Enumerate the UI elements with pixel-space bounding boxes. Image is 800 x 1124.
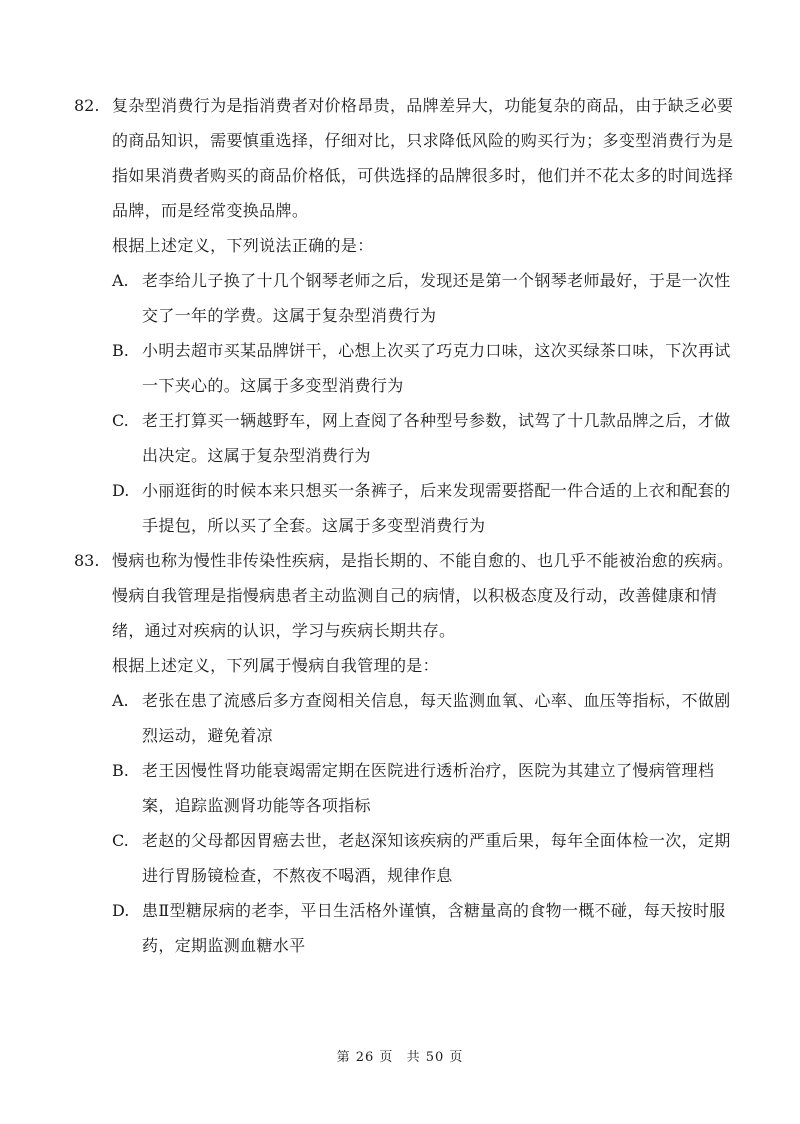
page-footer: [0, 1050, 800, 1066]
option-letter: D.: [112, 481, 130, 500]
option-letter: C.: [112, 411, 129, 430]
option-letter: B.: [112, 341, 129, 360]
question-number: 82.: [74, 96, 100, 115]
option-line: 交了一年的学费。这属于复杂型消费行为: [142, 306, 437, 325]
stem-line: 指如果消费者购买的商品价格低，可供选择的品牌很多时，他们并不花太多的时间选择: [112, 166, 734, 185]
option-line: 老王打算买一辆越野车，网上查阅了各种型号参数，试驾了十几款品牌之后，才做: [142, 411, 731, 430]
total-pages: 共 50 页: [406, 1050, 464, 1065]
page-number: 第 26 页: [336, 1050, 394, 1065]
stem-line: 慢病自我管理是指慢病患者主动监测自己的病情，以积极态度及行动，改善健康和情: [112, 586, 717, 605]
option-letter: D.: [112, 901, 130, 920]
stem-line: 绪，通过对疾病的认识，学习与疾病长期共存。: [112, 621, 456, 640]
option-letter: A.: [112, 271, 129, 290]
option-line: 案，追踪监测肾功能等各项指标: [142, 796, 371, 815]
option-line: 老李给儿子换了十几个钢琴老师之后，发现还是第一个钢琴老师最好，于是一次性: [142, 271, 731, 290]
stem-line: 复杂型消费行为是指消费者对价格昂贵，品牌差异大，功能复杂的商品，由于缺乏必要: [112, 96, 734, 115]
option-line: 老张在患了流感后多方查阅相关信息，每天监测血氧、心率、血压等指标，不做剧: [142, 691, 731, 710]
option-line: 老赵的父母都因胃癌去世，老赵深知该疾病的严重后果，每年全面体检一次，定期: [142, 831, 731, 850]
option-line: 烈运动，避免着凉: [142, 726, 273, 745]
question-prompt: 根据上述定义，下列属于慢病自我管理的是：: [112, 656, 440, 675]
question-number: 83.: [74, 551, 100, 570]
question-prompt: 根据上述定义，下列说法正确的是：: [112, 236, 374, 255]
option-letter: B.: [112, 761, 129, 780]
option-letter: A.: [112, 691, 129, 710]
stem-line: 品牌，而是经常变换品牌。: [112, 201, 309, 220]
stem-line: 慢病也称为慢性非传染性疾病，是指长期的、不能自愈的、也几乎不能被治愈的疾病。: [112, 551, 734, 570]
option-line: 一下夹心的。这属于多变型消费行为: [142, 376, 404, 395]
option-line: 老王因慢性肾功能衰竭需定期在医院进行透析治疗，医院为其建立了慢病管理档: [142, 761, 715, 780]
option-line: 出决定。这属于复杂型消费行为: [142, 446, 371, 465]
option-letter: C.: [112, 831, 129, 850]
option-line: 患Ⅱ型糖尿病的老李，平日生活格外谨慎，含糖量高的食物一概不碰，每天按时服: [142, 901, 726, 920]
option-line: 小丽逛街的时候本来只想买一条裤子，后来发现需要搭配一件合适的上衣和配套的: [142, 481, 731, 500]
option-line: 手提包，所以买了全套。这属于多变型消费行为: [142, 516, 486, 535]
option-line: 药，定期监测血糖水平: [142, 936, 306, 955]
option-line: 小明去超市买某品牌饼干，心想上次买了巧克力口味，这次买绿茶口味，下次再试: [142, 341, 731, 360]
option-line: 进行胃肠镜检查，不熬夜不喝酒，规律作息: [142, 866, 453, 885]
stem-line: 的商品知识，需要慎重选择，仔细对比，只求降低风险的购买行为；多变型消费行为是: [112, 131, 734, 150]
